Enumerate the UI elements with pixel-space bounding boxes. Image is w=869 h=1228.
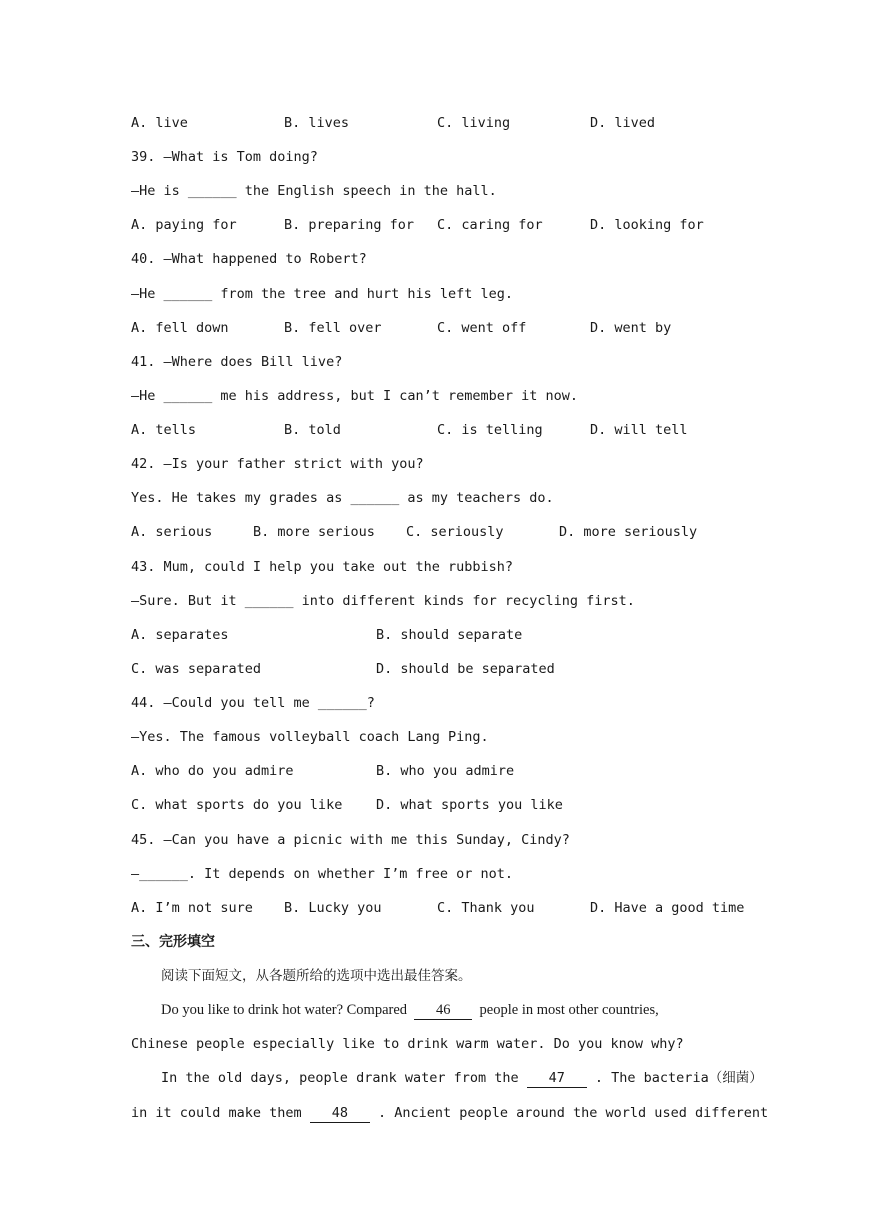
q44-option-d: D. what sports you like (376, 797, 563, 813)
q41-option-b: B. told (284, 422, 341, 438)
blank-47: 47 (527, 1069, 587, 1088)
passage-line-4 (131, 1104, 768, 1123)
q41-question: 41. —Where does Bill live? (131, 354, 343, 370)
q38-option-b: B. lives (284, 115, 350, 131)
q45-answer-line: —______. It depends on whether I’m free or not. (131, 866, 514, 882)
q45-option-b: B. Lucky you (284, 900, 382, 916)
q39-option-c: C. caring for (437, 217, 543, 233)
q43-option-d: D. should be separated (376, 661, 555, 677)
q41-option-c: C. is telling (437, 422, 543, 438)
q40-option-c: C. went off (437, 320, 527, 336)
q40-answer-line: —He ______ from the tree and hurt his left leg. (131, 286, 514, 302)
q40-question: 40. —What happened to Robert? (131, 251, 367, 267)
blank-48: 48 (310, 1104, 370, 1123)
q41-option-d: D. will tell (590, 422, 688, 438)
passage-line-1 (161, 1001, 659, 1020)
q39-answer-line: —He is ______ the English speech in the hall. (131, 183, 497, 199)
passage-text: . Ancient people around the world used different (377, 1105, 769, 1121)
q45-option-c: C. Thank you (437, 900, 535, 916)
q38-option-a: A. live (131, 115, 188, 131)
q42-option-d: D. more seriously (559, 524, 698, 540)
passage-text: in it could make them (131, 1105, 302, 1121)
q39-question: 39. —What is Tom doing? (131, 149, 318, 165)
q38-option-c: C. living (437, 115, 511, 131)
q45-option-d: D. Have a good time (590, 900, 745, 916)
q43-option-b: B. should separate (376, 627, 523, 643)
q45-question: 45. —Can you have a picnic with me this Sunday, Cindy? (131, 832, 570, 848)
q43-answer-line: —Sure. But it ______ into different kinds for recycling first. (131, 593, 635, 609)
q44-option-b: B. who you admire (376, 763, 515, 779)
passage-line-3 (161, 1069, 763, 1088)
q42-answer-line: Yes. He takes my grades as ______ as my teachers do. (131, 490, 554, 506)
passage-text: people in most other countries, (479, 1002, 659, 1018)
section-instruction: 阅读下面短文，从各题所给的选项中选出最佳答案。 (161, 968, 472, 984)
q42-option-a: A. serious (131, 524, 213, 540)
q41-option-a: A. tells (131, 422, 197, 438)
blank-46: 46 (414, 1001, 472, 1020)
q39-option-d: D. looking for (590, 217, 704, 233)
q40-option-d: D. went by (590, 320, 672, 336)
q38-option-d: D. lived (590, 115, 656, 131)
section-heading: 三、完形填空 (131, 934, 215, 950)
q45-option-a: A. I’m not sure (131, 900, 253, 916)
q40-option-a: A. fell down (131, 320, 229, 336)
passage-line-2: Chinese people especially like to drink warm water. Do you know why? (131, 1036, 684, 1052)
q39-option-a: A. paying for (131, 217, 237, 233)
passage-text: Do you like to drink hot water? Compared (161, 1002, 408, 1018)
q44-answer-line: —Yes. The famous volleyball coach Lang Ping. (131, 729, 489, 745)
q43-question: 43. Mum, could I help you take out the rubbish? (131, 559, 514, 575)
q42-question: 42. —Is your father strict with you? (131, 456, 424, 472)
passage-text: In the old days, people drank water from the (161, 1070, 519, 1086)
q44-option-c: C. what sports do you like (131, 797, 343, 813)
q39-option-b: B. preparing for (284, 217, 415, 233)
q42-option-b: B. more serious (253, 524, 375, 540)
passage-text: . The bacteria（细菌） (594, 1070, 763, 1086)
q40-option-b: B. fell over (284, 320, 382, 336)
q43-option-a: A. separates (131, 627, 229, 643)
q43-option-c: C. was separated (131, 661, 262, 677)
q41-answer-line: —He ______ me his address, but I can’t remember it now. (131, 388, 579, 404)
q44-option-a: A. who do you admire (131, 763, 294, 779)
q42-option-c: C. seriously (406, 524, 504, 540)
q44-question: 44. —Could you tell me ______? (131, 695, 375, 711)
